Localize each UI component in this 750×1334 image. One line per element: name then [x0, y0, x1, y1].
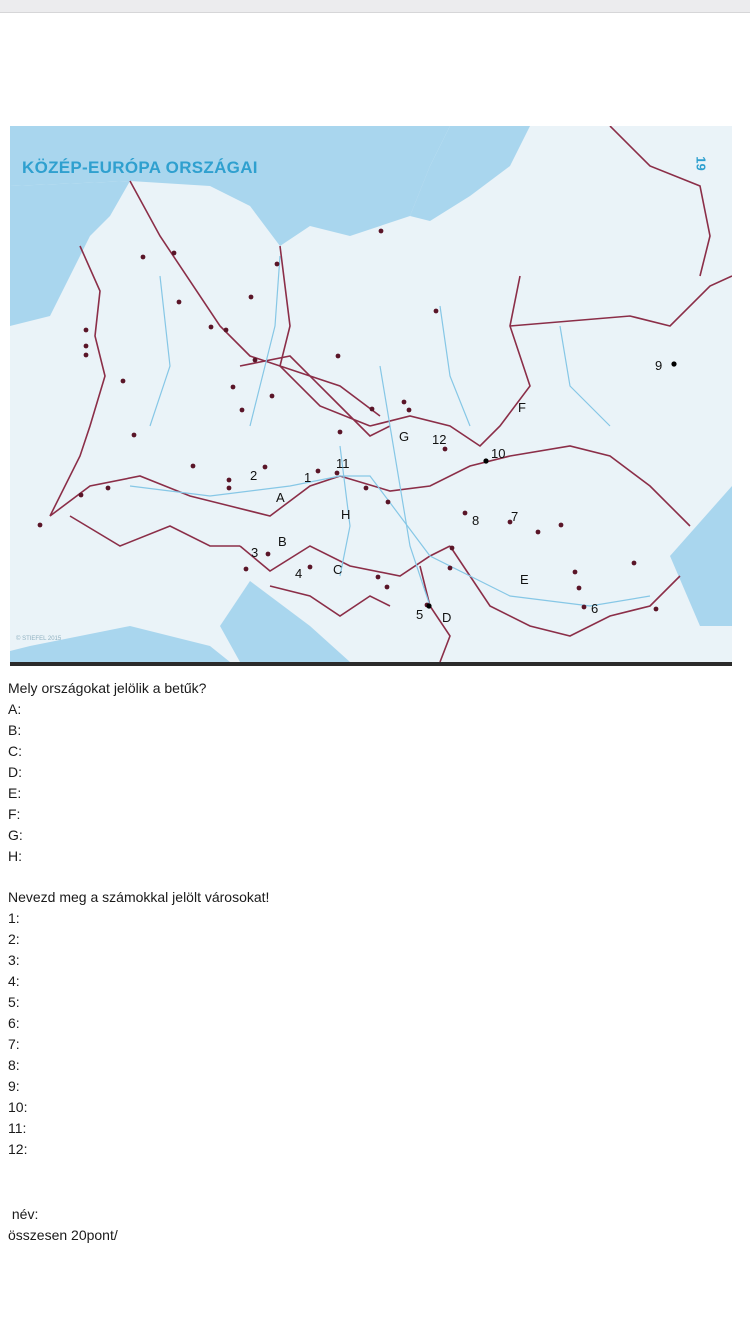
letter-label-F: F	[518, 400, 526, 415]
number-label-10: 10	[491, 446, 506, 461]
answer-line-A: A:	[8, 701, 22, 717]
answer-line-5: 5:	[8, 994, 20, 1010]
north-sea	[10, 181, 130, 326]
answer-line-12: 12:	[8, 1141, 28, 1157]
number-label-12: 12	[432, 432, 447, 447]
letter-label-A: A	[276, 490, 285, 505]
letter-label-G: G	[399, 429, 410, 444]
browser-top-bar	[0, 0, 750, 13]
number-label-9: 9	[655, 358, 663, 373]
letter-label-H: H	[341, 507, 351, 522]
letter-label-D: D	[442, 610, 452, 625]
number-label-6: 6	[591, 601, 599, 616]
answer-line-2: 2:	[8, 931, 20, 947]
answer-line-1: 1:	[8, 910, 20, 926]
number-label-8: 8	[472, 513, 480, 528]
adriatic-sea	[220, 581, 350, 662]
name-label: név:	[8, 1206, 39, 1222]
mediterranean	[10, 626, 230, 662]
answer-line-F: F:	[8, 806, 21, 822]
number-label-1: 1	[304, 470, 312, 485]
answer-line-6: 6:	[8, 1015, 20, 1031]
black-sea	[670, 486, 732, 626]
answer-line-4: 4:	[8, 973, 20, 989]
answer-line-8: 8:	[8, 1057, 20, 1073]
answer-line-D: D:	[8, 764, 22, 780]
number-label-3: 3	[251, 545, 259, 560]
answer-line-C: C:	[8, 743, 22, 759]
question-countries	[8, 678, 206, 867]
answer-line-9: 9:	[8, 1078, 20, 1094]
question-countries-prompt: Mely országokat jelölik a betűk?	[8, 680, 207, 696]
letter-label-C: C	[333, 562, 343, 577]
answer-line-3: 3:	[8, 952, 20, 968]
map-copyright: © STIEFEL 2015	[16, 636, 62, 642]
number-label-11: 11	[336, 456, 350, 471]
answer-line-7: 7:	[8, 1036, 20, 1052]
question-cities	[8, 887, 269, 1160]
answer-line-H: H:	[8, 848, 22, 864]
number-label-4: 4	[295, 566, 303, 581]
page-number: 19	[693, 156, 709, 171]
letter-label-B: B	[278, 534, 287, 549]
map-drawing	[10, 126, 732, 662]
answer-line-G: G:	[8, 827, 23, 843]
total-points-label: összesen 20pont/	[8, 1227, 118, 1243]
answer-line-E: E:	[8, 785, 22, 801]
map-title: KÖZÉP-EURÓPA ORSZÁGAI	[22, 158, 258, 177]
central-europe-map	[10, 126, 732, 666]
answer-line-B: B:	[8, 722, 22, 738]
answer-line-10: 10:	[8, 1099, 28, 1115]
letter-label-E: E	[520, 572, 529, 587]
number-label-2: 2	[250, 468, 258, 483]
footer	[8, 1204, 118, 1246]
number-label-5: 5	[416, 607, 424, 622]
question-cities-prompt: Nevezd meg a számokkal jelölt városokat!	[8, 889, 270, 905]
answer-line-11: 11:	[8, 1120, 27, 1136]
number-label-7: 7	[511, 509, 519, 524]
